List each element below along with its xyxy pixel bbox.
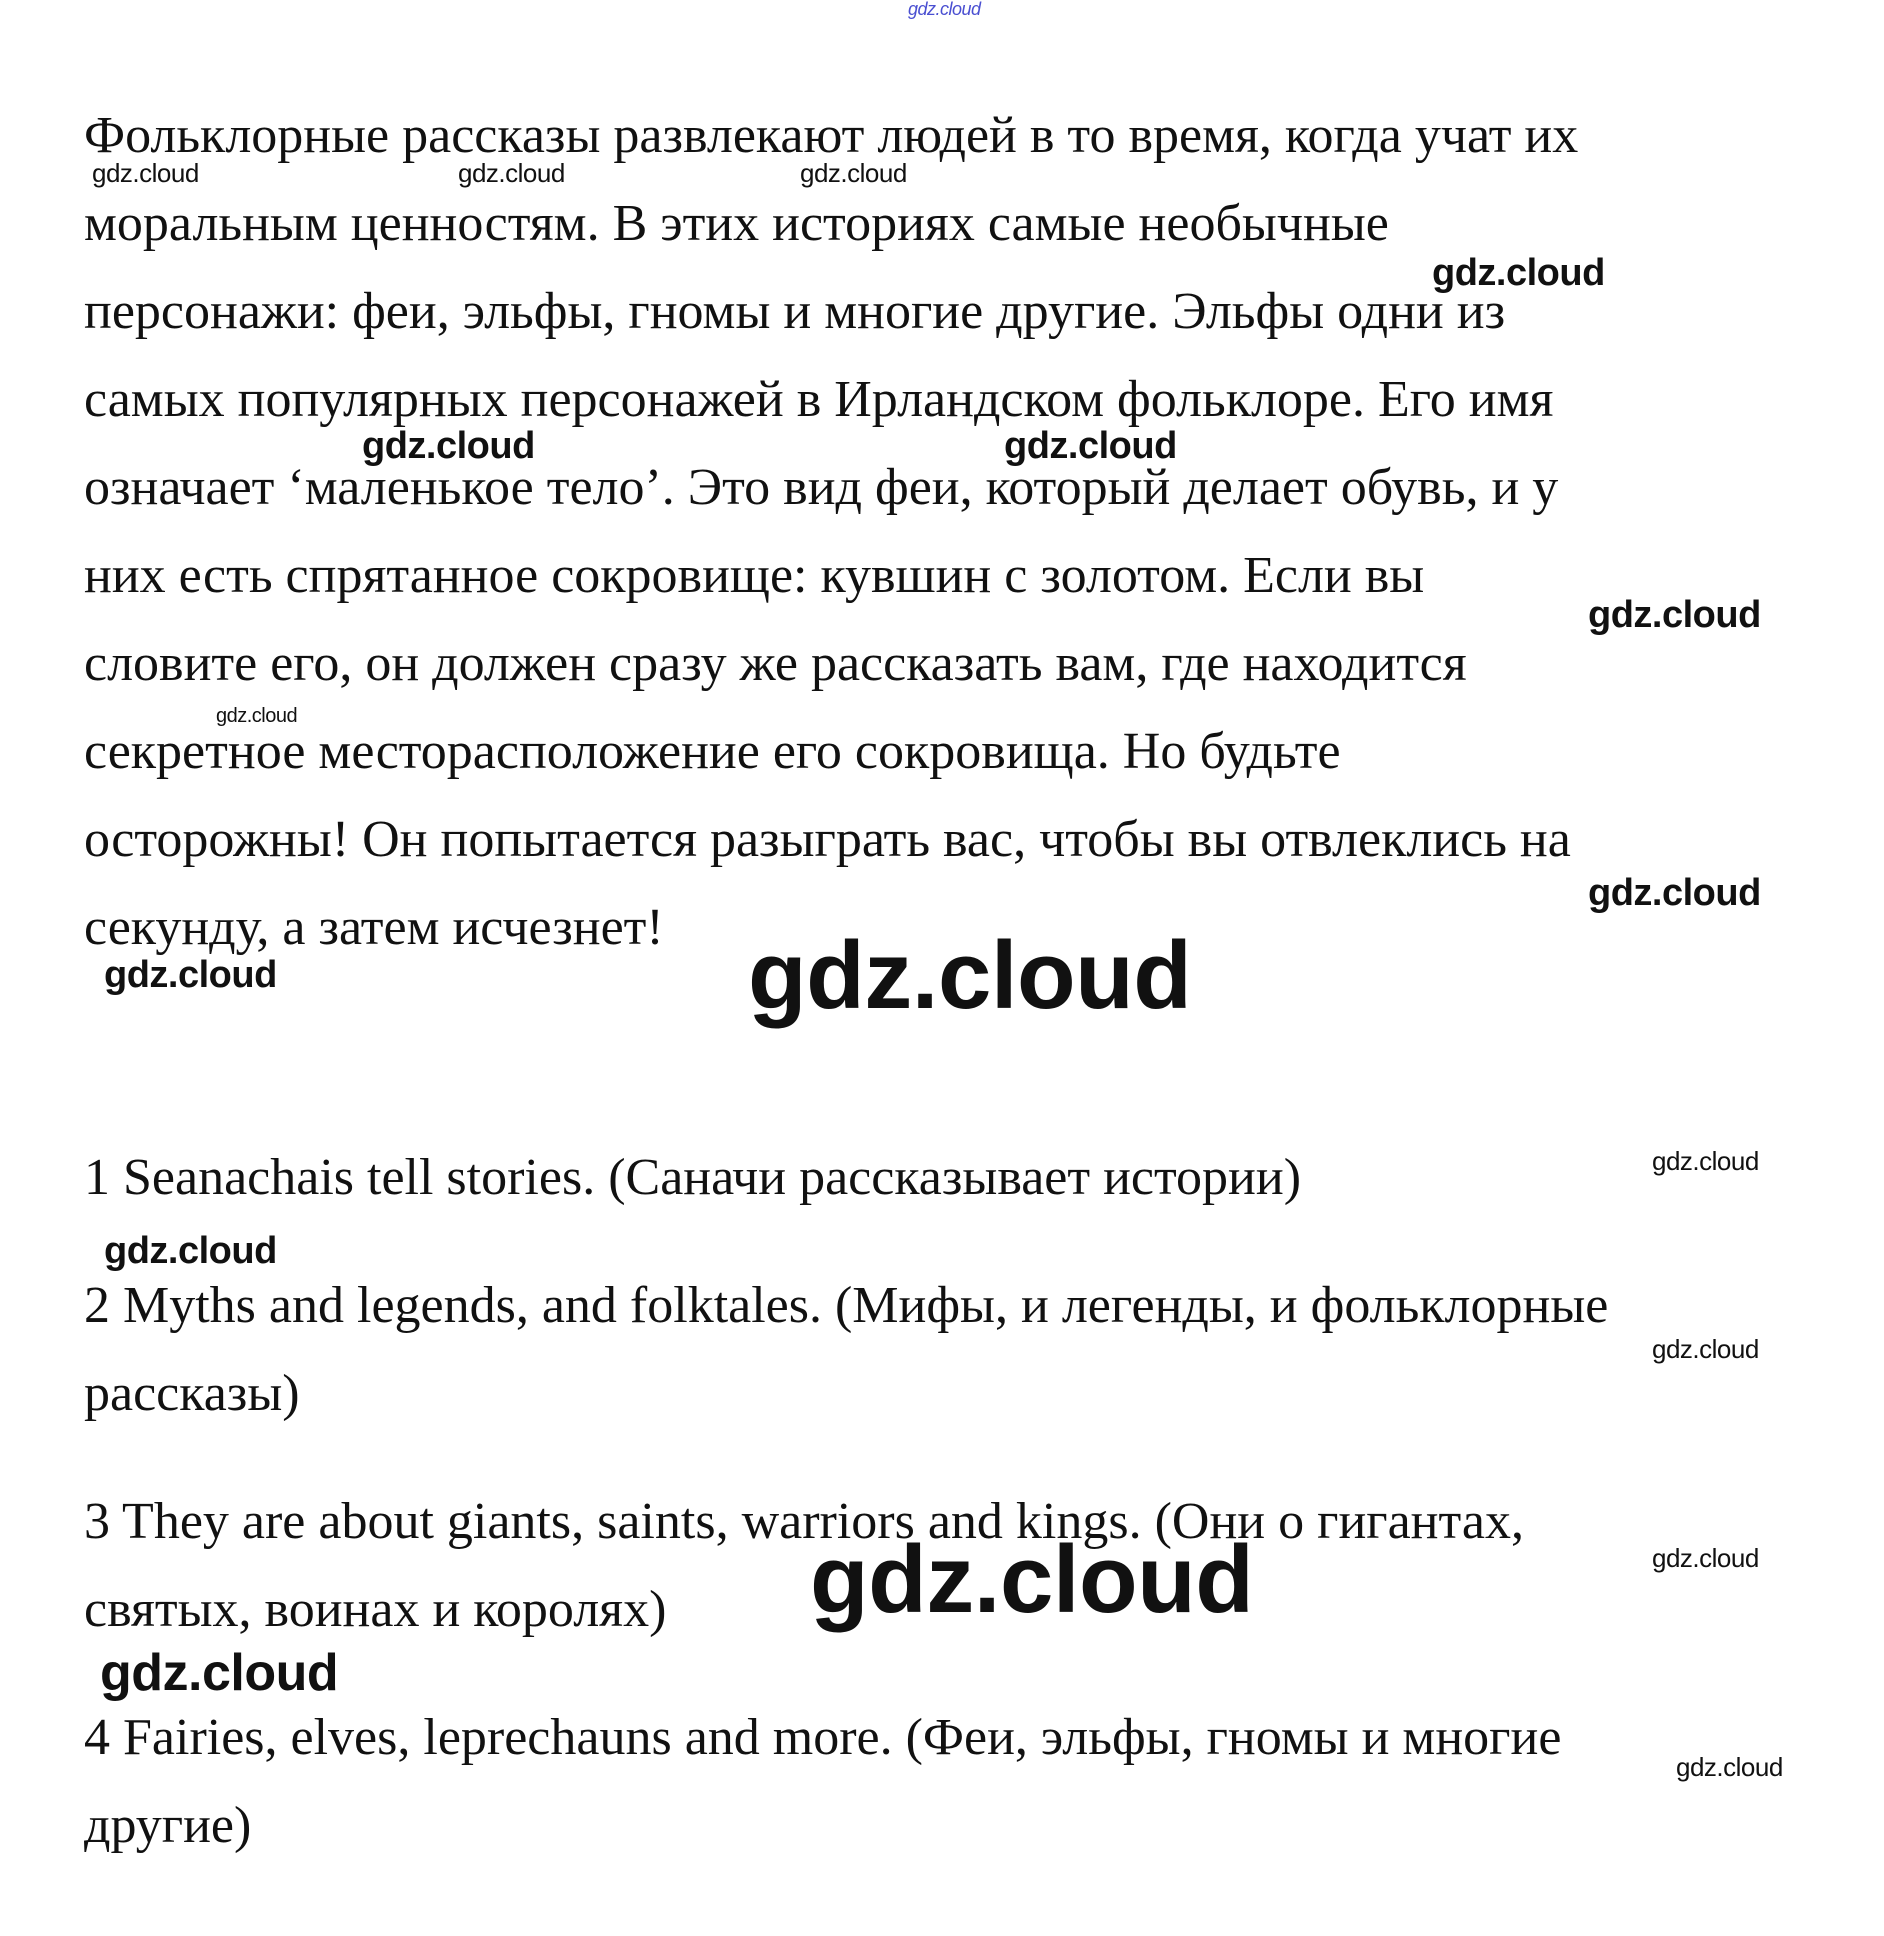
paragraph-line: секретное месторасположение его сокровища. Но будьте (84, 723, 1341, 780)
paragraph-line: означает ‘маленькое тело’. Это вид феи, который делает обувь, и у (84, 459, 1559, 516)
answer-1-line-1: 1 Seanachais tell stories. (Саначи рассказывает истории) (84, 1149, 1302, 1206)
watermark: gdz.cloud (458, 158, 565, 188)
watermark: gdz.cloud (800, 158, 907, 188)
paragraph-line: них есть спрятанное сокровище: кувшин с золотом. Если вы (84, 547, 1425, 604)
answer-3-line-2: святых, воинах и королях) (84, 1581, 667, 1638)
watermark: gdz.cloud (100, 1644, 339, 1702)
watermark: gdz.cloud (1432, 252, 1605, 294)
paragraph-line: персонажи: феи, эльфы, гномы и многие другие. Эльфы одни из (84, 283, 1506, 340)
watermark: gdz.cloud (362, 425, 535, 467)
answer-2-line-2: рассказы) (84, 1365, 300, 1422)
answer-2-line-1: 2 Myths and legends, and folktales. (Мифы, и легенды, и фольклорные (84, 1277, 1609, 1334)
paragraph-line: Фольклорные рассказы развлекают людей в то время, когда учат их (84, 107, 1579, 164)
paragraph-line: секунду, а затем исчезнет! (84, 899, 664, 956)
watermark: gdz.cloud (216, 705, 298, 727)
watermark: gdz.cloud (1652, 1334, 1759, 1364)
paragraph-line: словите его, он должен сразу же рассказать вам, где находится (84, 635, 1467, 692)
answer-4-line-1: 4 Fairies, elves, leprechauns and more. (Феи, эльфы, гномы и многие (84, 1709, 1562, 1766)
paragraph-line: осторожны! Он попытается разыграть вас, чтобы вы отвлеклись на (84, 811, 1571, 868)
watermark: gdz.cloud (1004, 425, 1177, 467)
watermark: gdz.cloud (1676, 1752, 1783, 1782)
watermark: gdz.cloud (1652, 1543, 1759, 1573)
watermark: gdz.cloud (104, 1230, 277, 1272)
paragraph-line: самых популярных персонажей в Ирландском фольклоре. Его имя (84, 371, 1554, 428)
answer-4-line-2: другие) (84, 1797, 252, 1854)
paragraph-line: моральным ценностям. В этих историях самые необычные (84, 195, 1389, 252)
top-watermark: gdz.cloud (908, 0, 981, 19)
watermark: gdz.cloud (104, 954, 277, 996)
watermark: gdz.cloud (92, 158, 199, 188)
watermark: gdz.cloud (810, 1526, 1254, 1633)
watermark: gdz.cloud (1652, 1146, 1759, 1176)
watermark: gdz.cloud (1588, 594, 1761, 636)
watermark: gdz.cloud (748, 922, 1192, 1029)
watermark: gdz.cloud (1588, 872, 1761, 914)
answer-3-line-1: 3 They are about giants, saints, warriors and kings. (Они о гигантах, (84, 1493, 1524, 1550)
